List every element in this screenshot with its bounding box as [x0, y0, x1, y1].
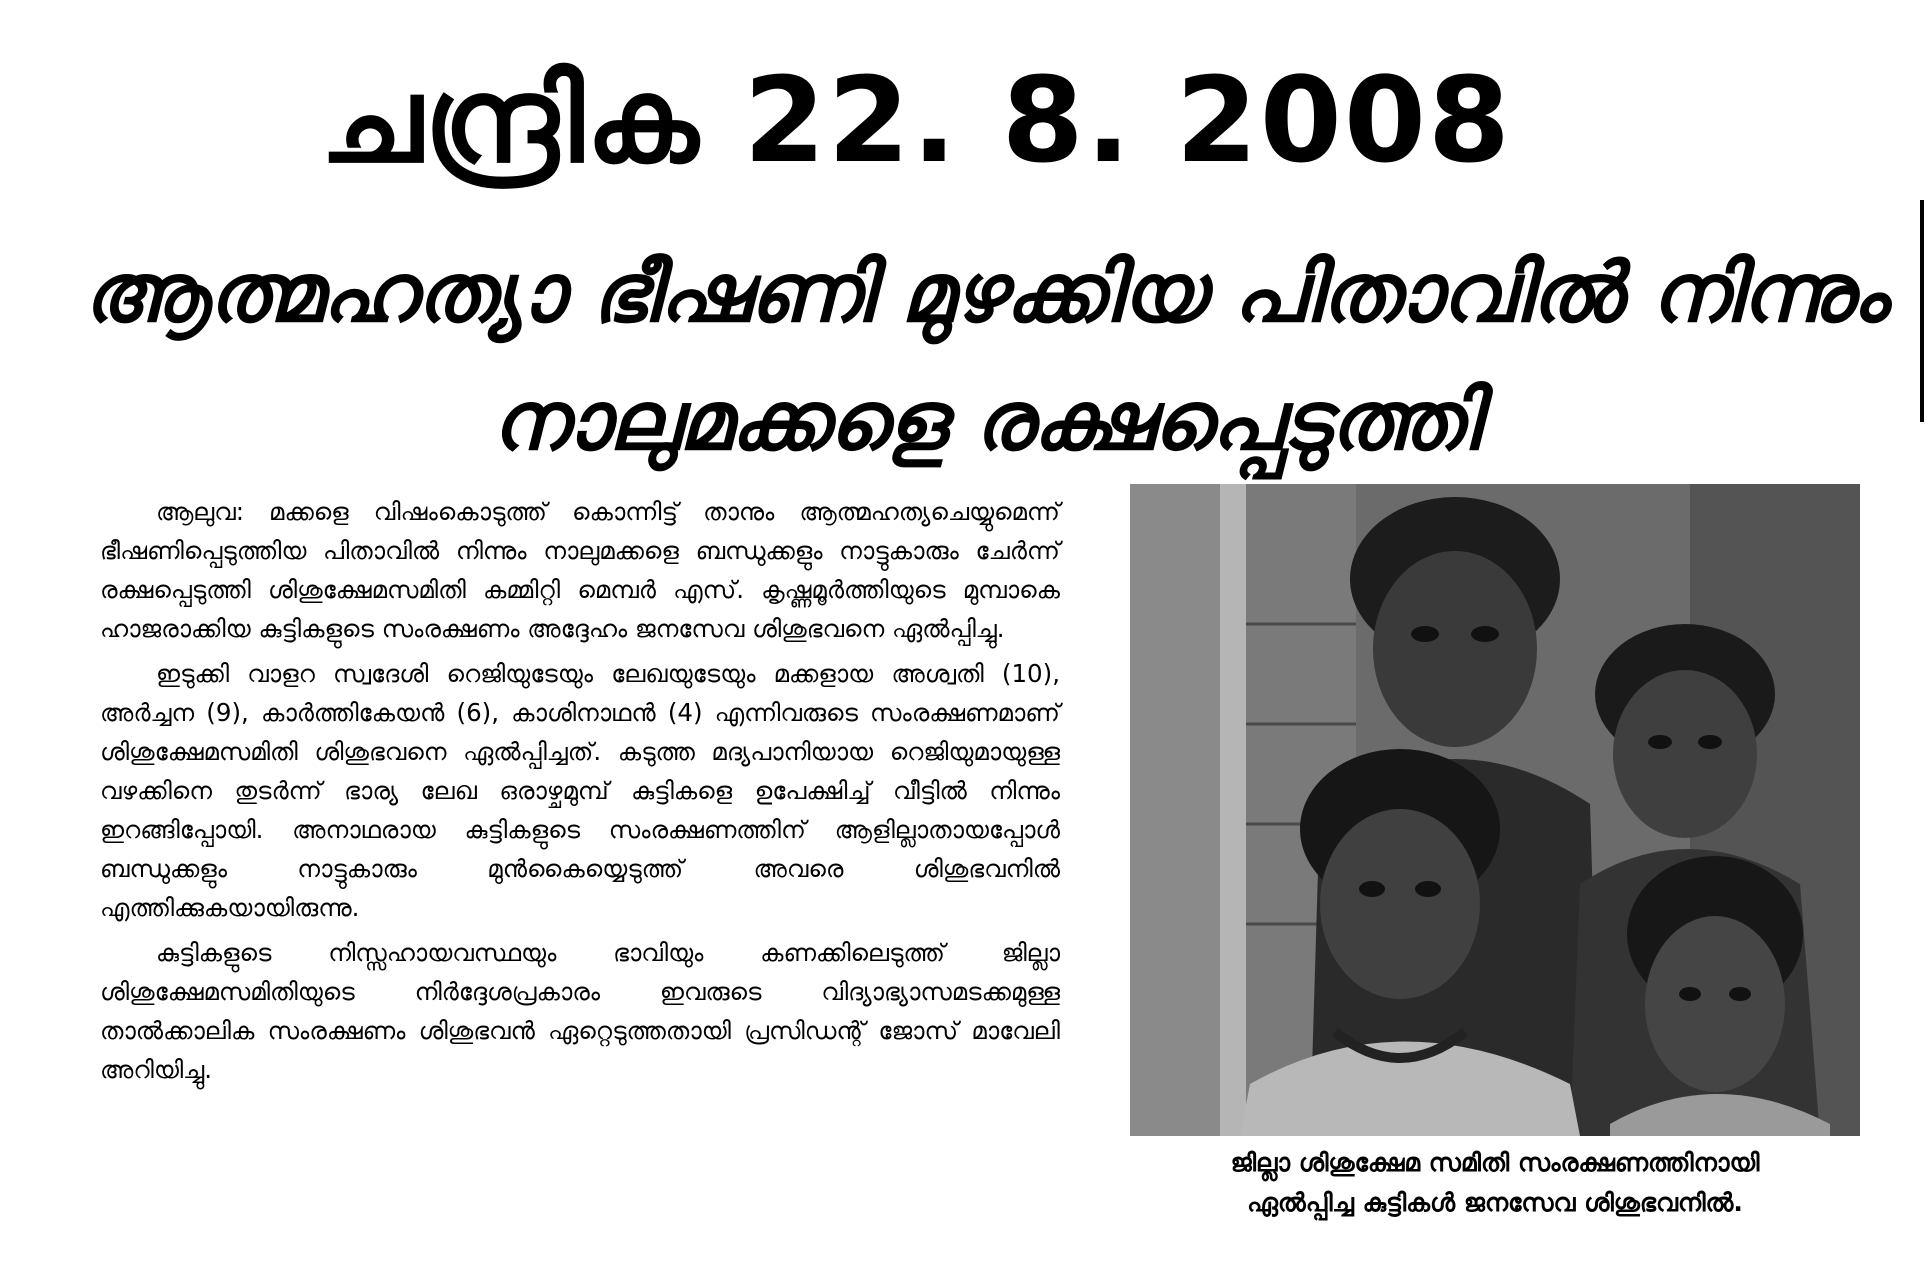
caption-line-2: ഏൽപ്പിച്ച കുട്ടികൾ ജനസേവ ശിശുഭവനിൽ.: [1247, 1188, 1743, 1217]
children-photo-illustration: [1130, 484, 1860, 1136]
article-body: [100, 492, 1060, 1095]
article-paragraph: കുട്ടികളുടെ നിസ്സഹായവസ്ഥയും ഭാവിയും കണക്കിലെടുത്ത് ജില്ലാ ശിശുക്ഷേമസമിതിയുടെ നിർദ്ദേശപ്രകാരം ഇവരുടെ വിദ്യാഭ്യാസമടക്കമുള്ള താൽക്കാലിക സംരക്ഷണം ശിശുഭവൻ ഏറ്റെടുത്തതായി പ്രസിഡന്റ് ജോസ് മാവേലി അറിയിച്ചു.: [100, 938, 1060, 1084]
caption-line-1: ജില്ലാ ശിശുക്ഷേമ സമിതി സംരക്ഷണത്തിനായി: [1230, 1148, 1760, 1177]
headline-line-2: നാലുമക്കളെ രക്ഷപ്പെടുത്തി: [491, 374, 1479, 469]
masthead-date: ചന്ദ്രിക 22. 8. 2008: [320, 51, 1513, 189]
children-photo: [1130, 484, 1860, 1136]
photo-caption: [1110, 1143, 1880, 1223]
article-paragraph: ഇടുക്കി വാളറ സ്വദേശി റെജിയുടേയും ലേഖയുടേയും മക്കളായ അശ്വതി (10), അർച്ചന (9), കാർത്തികേയൻ (6), കാശിനാഥൻ (4) എന്നിവരുടെ സംരക്ഷണമാണ് ശിശുക്ഷേമസമിതി ശിശുഭവനെ ഏൽപ്പിച്ചത്. കടുത്ത മദ്യപാനിയായ റെജിയുമായുള്ള വഴക്കിനെ തുടർന്ന് ഭാര്യ ലേഖ ഒരാഴ്ചമുമ്പ് കുട്ടികളെ ഉപേക്ഷിച്ച് വീട്ടിൽ നിന്നും ഇറങ്ങിപ്പോയി. അനാഥരായ കുട്ടികളുടെ സംരക്ഷണത്തിന് ആളില്ലാതായപ്പോൾ ബന്ധുക്കളും നാട്ടുകാരും മുൻകൈയ്യെടുത്ത് അവരെ ശിശുഭവനിൽ എത്തിക്കുകയായിരുന്നു.: [100, 659, 1060, 922]
article-paragraph: ആലുവ: മക്കളെ വിഷംകൊടുത്ത് കൊന്നിട്ട് താനും ആത്മഹത്യചെയ്യുമെന്ന് ഭീഷണിപ്പെടുത്തിയ പിതാവിൽ നിന്നും നാലുമക്കളെ ബന്ധുക്കളും നാട്ടുകാരും ചേർന്ന് രക്ഷപ്പെടുത്തി ശിശുക്ഷേമസമിതി കമ്മിറ്റി മെമ്പർ എസ്. കൃഷ്ണമൂർത്തിയുടെ മുമ്പാകെ ഹാജരാക്കിയ കുട്ടികളുടെ സംരക്ഷണം അദ്ദേഹം ജനസേവ ശിശുഭവനെ ഏൽപ്പിച്ചു.: [100, 497, 1060, 643]
column-rule: [1920, 200, 1924, 422]
headline: [60, 230, 1910, 486]
headline-line-1: ആത്മഹത്യാ ഭീഷണി മുഴക്കിയ പിതാവിൽ നിന്നും: [83, 246, 1887, 341]
